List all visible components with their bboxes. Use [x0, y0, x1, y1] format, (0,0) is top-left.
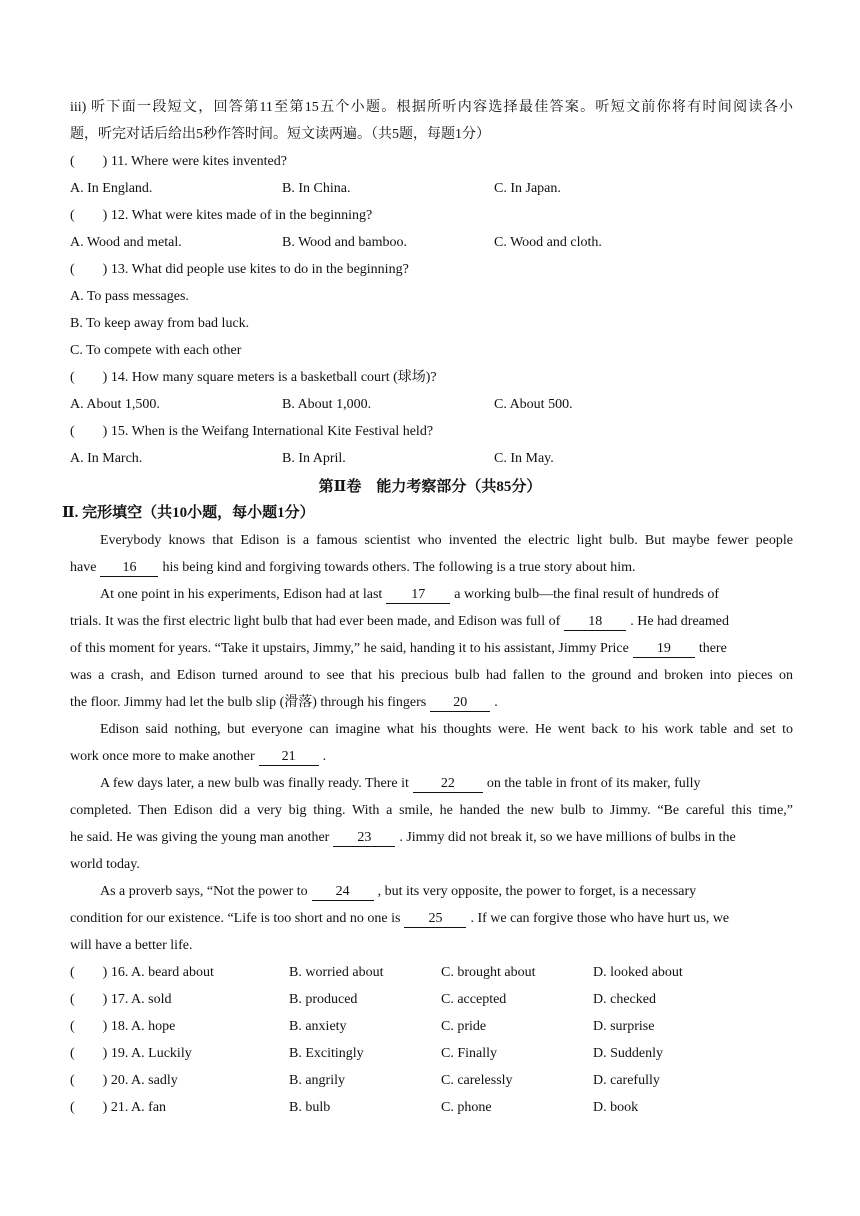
- cloze-option-stem: ( ) 19. A. Luckily: [70, 1046, 192, 1061]
- blank-23: 23: [333, 830, 395, 847]
- q14-option-b: B. About 1,000.: [282, 397, 372, 412]
- q12-option-b: B. Wood and bamboo.: [282, 235, 407, 250]
- blank-24: 24: [312, 884, 374, 901]
- cloze-option-b: B. angrily: [289, 1073, 345, 1088]
- cloze-option-stem: ( ) 18. A. hope: [70, 1019, 176, 1034]
- listening-instruction-line-1: iii) 听下面一段短文，回答第11至第15五个小题。根据所听内容选择最佳答案。听短文前你将有时间阅读各小: [70, 100, 793, 115]
- question-13: ( ) 13. What did people use kites to do in the beginning?: [70, 262, 409, 277]
- question-14: ( ) 14. How many square meters is a basketball court (球场)?: [70, 370, 437, 385]
- blank-21: 21: [259, 749, 319, 766]
- q15-option-a: A. In March.: [70, 451, 143, 466]
- q14-option-a: A. About 1,500.: [70, 397, 160, 412]
- blank-16: 16: [100, 560, 158, 577]
- blank-20: 20: [430, 695, 490, 712]
- question-15: ( ) 15. When is the Weifang International Kite Festival held?: [70, 424, 434, 439]
- cloze-heading: Ⅱ. 完形填空（共10小题，每小题1分）: [62, 505, 315, 521]
- blank-25: 25: [404, 911, 466, 928]
- q15-option-b: B. In April.: [282, 451, 346, 466]
- cloze-option-b: B. Excitingly: [289, 1046, 364, 1061]
- q11-option-b: B. In China.: [282, 181, 351, 196]
- cloze-line-2: have 16 his being kind and forgiving towards others. The following is a true story about him.: [70, 560, 636, 575]
- cloze-option-c: C. phone: [441, 1100, 492, 1115]
- cloze-option-c: C. carelessly: [441, 1073, 513, 1088]
- cloze-option-b: B. produced: [289, 992, 358, 1007]
- cloze-line-9: work once more to make another 21 .: [70, 749, 327, 764]
- cloze-option-d: D. looked about: [593, 965, 683, 980]
- cloze-line-6: was a crash, and Edison turned around to see that his precious bulb had fallen to the ground and broken into pieces on: [70, 668, 793, 683]
- cloze-option-d: D. checked: [593, 992, 656, 1007]
- cloze-option-stem: ( ) 16. A. beard about: [70, 965, 214, 980]
- listening-instruction-line-2: 题，听完对话后给出5秒作答时间。短文读两遍。（共5题，每题1分）: [70, 127, 490, 142]
- cloze-option-b: B. worried about: [289, 965, 384, 980]
- cloze-line-4: trials. It was the first electric light bulb that had ever been made, and Edison was full of 18 . He had dreamed: [70, 614, 729, 629]
- question-11: ( ) 11. Where were kites invented?: [70, 154, 287, 169]
- cloze-line-8: Edison said nothing, but everyone can imagine what his thoughts were. He went back to his work table and set to: [100, 722, 793, 737]
- cloze-option-d: D. surprise: [593, 1019, 655, 1034]
- cloze-option-b: B. anxiety: [289, 1019, 347, 1034]
- cloze-line-16: will have a better life.: [70, 938, 193, 953]
- q15-option-c: C. In May.: [494, 451, 554, 466]
- cloze-line-13: world today.: [70, 857, 140, 872]
- q12-option-a: A. Wood and metal.: [70, 235, 182, 250]
- cloze-option-c: C. Finally: [441, 1046, 498, 1061]
- cloze-option-c: C. pride: [441, 1019, 487, 1034]
- blank-18: 18: [564, 614, 626, 631]
- q14-option-c: C. About 500.: [494, 397, 573, 412]
- cloze-option-c: C. accepted: [441, 992, 507, 1007]
- q13-option-b: B. To keep away from bad luck.: [70, 316, 250, 331]
- cloze-line-15: condition for our existence. “Life is too short and no one is 25 . If we can forgive those who have hurt us, we: [70, 911, 730, 926]
- blank-22: 22: [413, 776, 483, 793]
- blank-17: 17: [386, 587, 450, 604]
- cloze-line-11: completed. Then Edison did a very big thing. With a smile, he handed the new bulb to Jimmy. “Be careful this time,”: [70, 803, 793, 818]
- blank-19: 19: [633, 641, 695, 658]
- cloze-line-12: he said. He was giving the young man another 23 . Jimmy did not break it, so we have millions of bulbs in the: [70, 830, 736, 845]
- question-12: ( ) 12. What were kites made of in the beginning?: [70, 208, 373, 223]
- q11-option-a: A. In England.: [70, 181, 153, 196]
- cloze-line-14: As a proverb says, “Not the power to 24 , but its very opposite, the power to forget, is a necessary: [100, 884, 697, 899]
- q13-option-c: C. To compete with each other: [70, 343, 242, 358]
- cloze-option-b: B. bulb: [289, 1100, 331, 1115]
- cloze-option-stem: ( ) 20. A. sadly: [70, 1073, 178, 1088]
- cloze-option-d: D. carefully: [593, 1073, 660, 1088]
- cloze-option-stem: ( ) 21. A. fan: [70, 1100, 167, 1115]
- cloze-line-1: Everybody knows that Edison is a famous scientist who invented the electric light bulb. But maybe fewer people: [100, 533, 793, 548]
- cloze-option-c: C. brought about: [441, 965, 536, 980]
- cloze-option-stem: ( ) 17. A. sold: [70, 992, 172, 1007]
- cloze-line-5: of this moment for years. “Take it upstairs, Jimmy,” he said, handing it to his assistant, Jimmy Price 19 there: [70, 641, 727, 656]
- part-two-title: 第Ⅱ卷 能力考察部分（共85分）: [318, 479, 542, 495]
- cloze-line-3: At one point in his experiments, Edison had at last 17 a working bulb—the final result of hundreds of: [100, 587, 720, 602]
- cloze-line-10: A few days later, a new bulb was finally ready. There it 22 on the table in front of its maker, fully: [100, 776, 701, 791]
- q12-option-c: C. Wood and cloth.: [494, 235, 602, 250]
- cloze-option-d: D. Suddenly: [593, 1046, 663, 1061]
- cloze-line-7: the floor. Jimmy had let the bulb slip (滑落) through his fingers 20 .: [70, 695, 498, 710]
- q13-option-a: A. To pass messages.: [70, 289, 189, 304]
- cloze-option-d: D. book: [593, 1100, 639, 1115]
- q11-option-c: C. In Japan.: [494, 181, 561, 196]
